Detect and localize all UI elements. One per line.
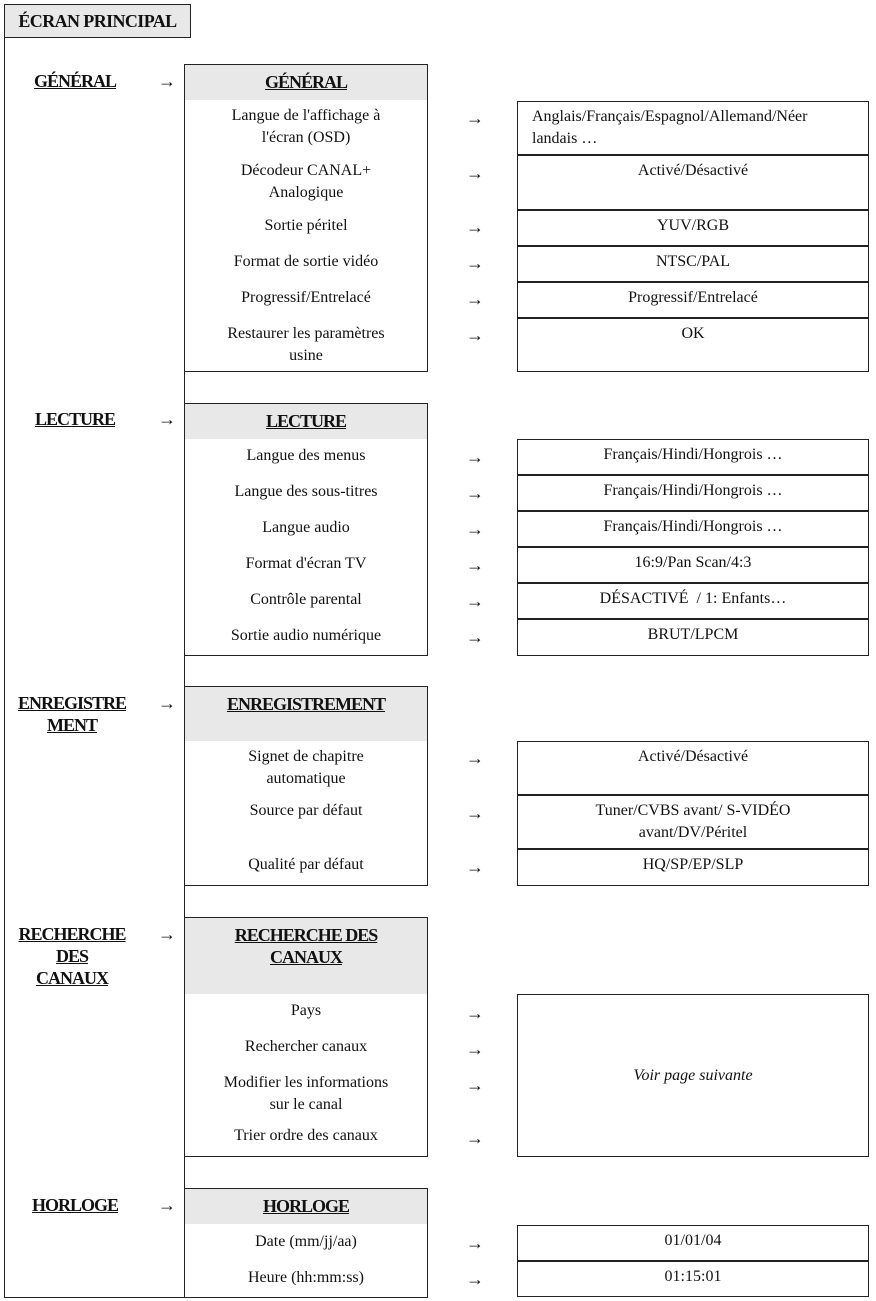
submenu-header-enregistrement: ENREGISTREMENT: [185, 687, 427, 741]
arrow-icon: →: [158, 924, 176, 944]
arrow-icon: →: [466, 217, 484, 237]
menu-item[interactable]: Format d'écran TV: [245, 555, 367, 572]
menu-item[interactable]: Langue des menus: [246, 447, 366, 464]
arrow-icon: →: [466, 1003, 484, 1023]
category-general[interactable]: GÉNÉRAL: [33, 71, 116, 91]
menu-item[interactable]: Sortie péritel: [264, 217, 348, 234]
value-box: YUV/RGB: [517, 210, 869, 246]
arrow-icon: →: [466, 857, 484, 877]
shared-value-box: Voir page suivante: [517, 994, 869, 1157]
arrow-icon: →: [466, 591, 484, 611]
value-box: Tuner/CVBS avant/ S-VIDÉO avant/DV/Péritel: [517, 795, 869, 849]
arrow-icon: →: [158, 409, 176, 429]
value-box: Français/Hindi/Hongrois …: [517, 511, 869, 547]
arrow-icon: →: [158, 71, 176, 91]
menu-item[interactable]: Heure (hh:mm:ss): [248, 1269, 364, 1286]
arrow-icon: →: [466, 803, 484, 823]
arrow-icon: →: [466, 627, 484, 647]
arrow-icon: →: [466, 519, 484, 539]
value-box: Activé/Désactivé: [517, 741, 869, 795]
value-box: Français/Hindi/Hongrois …: [517, 439, 869, 475]
value-box: 16:9/Pan Scan/4:3: [517, 547, 869, 583]
menu-item[interactable]: Progressif/Entrelacé: [241, 289, 371, 306]
main-trunk-line: [4, 38, 5, 1297]
arrow-icon: →: [466, 289, 484, 309]
menu-item[interactable]: Format de sortie vidéo: [233, 253, 379, 270]
category-enregistrement[interactable]: ENREGISTRE MENT: [17, 693, 127, 735]
value-box: Activé/Désactivé: [517, 155, 869, 210]
menu-item[interactable]: Contrôle parental: [250, 591, 362, 608]
value-box: Progressif/Entrelacé: [517, 282, 869, 318]
arrow-icon: →: [158, 693, 176, 713]
menu-item[interactable]: Signet de chapitre automatique: [248, 748, 364, 787]
arrow-icon: →: [466, 1269, 484, 1289]
arrow-icon: →: [466, 163, 484, 183]
value-box: Anglais/Français/Espagnol/Allemand/Néer landais …: [517, 101, 869, 155]
menu-item[interactable]: Qualité par défaut: [248, 856, 364, 873]
menu-item[interactable]: Sortie audio numérique: [230, 627, 382, 644]
arrow-icon: →: [466, 748, 484, 768]
value-box: NTSC/PAL: [517, 246, 869, 282]
menu-item[interactable]: Pays: [290, 1002, 322, 1019]
menu-item[interactable]: Décodeur CANAL+ Analogique: [240, 162, 372, 201]
menu-item[interactable]: Modifier les informations sur le canal: [223, 1074, 389, 1113]
menu-item[interactable]: Langue des sous-titres: [234, 483, 378, 500]
arrow-icon: →: [466, 1128, 484, 1148]
menu-item[interactable]: Date (mm/jj/aa): [255, 1233, 357, 1250]
value-box: 01/01/04: [517, 1225, 869, 1261]
arrow-icon: →: [466, 325, 484, 345]
submenu-header-recherche-des-canaux: RECHERCHE DES CANAUX: [185, 918, 427, 994]
arrow-icon: →: [466, 555, 484, 575]
value-box: DÉSACTIVÉ / 1: Enfants…: [517, 583, 869, 619]
arrow-icon: →: [466, 1039, 484, 1059]
value-box: Français/Hindi/Hongrois …: [517, 475, 869, 511]
menu-item[interactable]: Langue de l'affichage à l'écran (OSD): [231, 107, 381, 146]
arrow-icon: →: [466, 483, 484, 503]
arrow-icon: →: [466, 447, 484, 467]
menu-item[interactable]: Langue audio: [262, 519, 350, 536]
value-box: OK: [517, 318, 869, 372]
menu-item[interactable]: Rechercher canaux: [244, 1038, 368, 1055]
value-box: 01:15:01: [517, 1261, 869, 1297]
arrow-icon: →: [466, 108, 484, 128]
submenu-header-lecture: LECTURE: [185, 404, 427, 439]
menu-item[interactable]: Restaurer les paramètres usine: [227, 325, 385, 364]
category-lecture[interactable]: LECTURE: [34, 409, 116, 429]
arrow-icon: →: [466, 253, 484, 273]
arrow-icon: →: [466, 1075, 484, 1095]
value-box: HQ/SP/EP/SLP: [517, 849, 869, 886]
menu-item[interactable]: Trier ordre des canaux: [234, 1127, 378, 1144]
category-horloge[interactable]: HORLOGE: [31, 1195, 118, 1215]
category-recherche-des-canaux[interactable]: RECHERCHE DES CANAUX: [18, 924, 126, 988]
value-box: BRUT/LPCM: [517, 619, 869, 656]
submenu-header-horloge: HORLOGE: [185, 1189, 427, 1224]
arrow-icon: →: [158, 1195, 176, 1215]
submenu-header-general: GÉNÉRAL: [185, 65, 427, 100]
menu-item[interactable]: Source par défaut: [249, 802, 363, 819]
main-menu-title: ÉCRAN PRINCIPAL: [4, 4, 191, 38]
arrow-icon: →: [466, 1233, 484, 1253]
